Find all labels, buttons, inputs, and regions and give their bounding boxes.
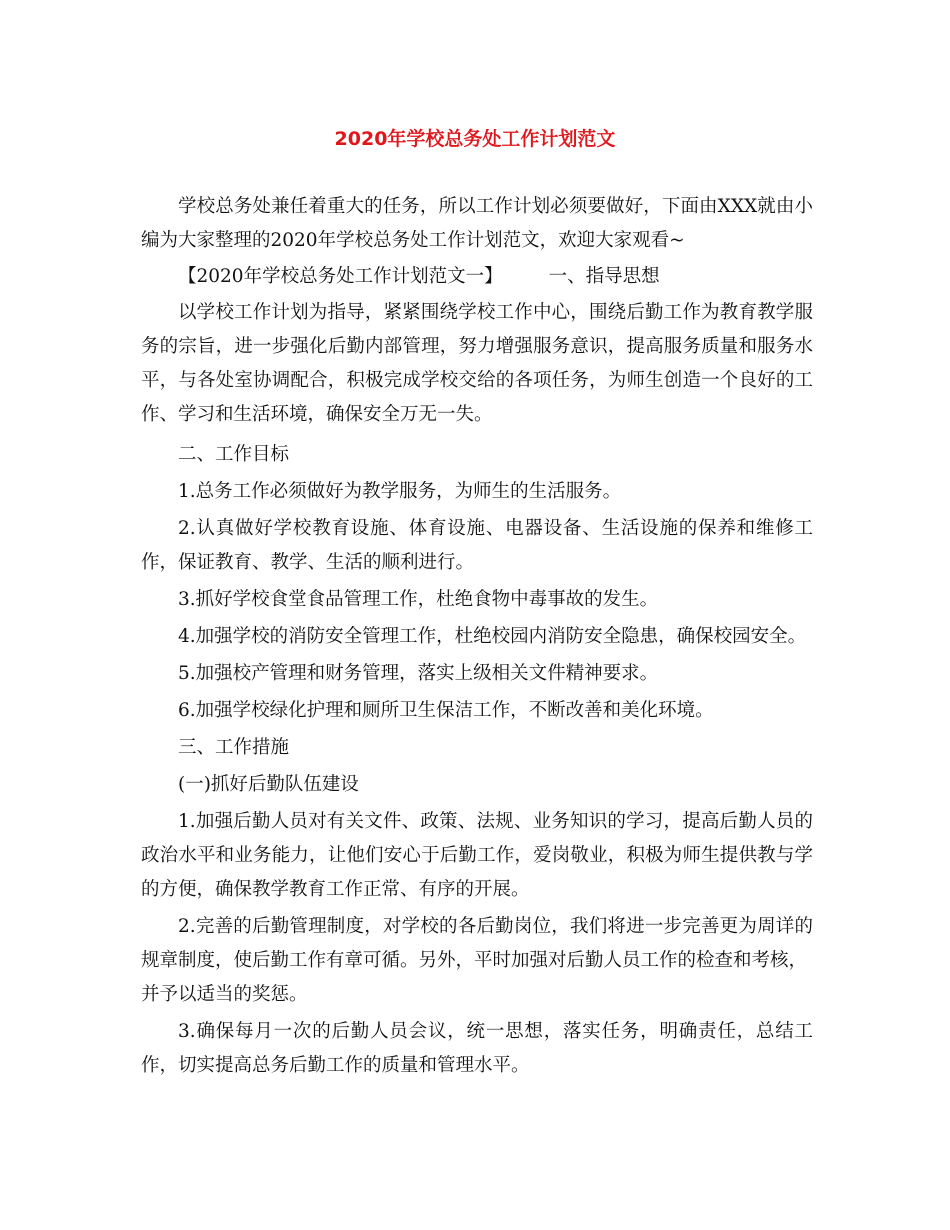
goal-item-2: 2.认真做好学校教育设施、体育设施、电器设备、生活设施的保养和维修工作，保证教育、教学、生活的顺利进行。 <box>141 518 813 573</box>
goal-item-5: 5.加强校产管理和财务管理，落实上级相关文件精神要求。 <box>178 663 659 684</box>
document-body <box>141 190 813 1083</box>
section-tag: 【2020年学校总务处工作计划范文一】 <box>178 266 503 287</box>
subheading-team-building: (一)抓好后勤队伍建设 <box>178 774 359 795</box>
intro-paragraph: 学校总务处兼任着重大的任务，所以工作计划必须要做好，下面由XXX就由小编为大家整理的2020年学校总务处工作计划范文，欢迎大家观看~ <box>141 196 813 251</box>
measure-item-2-tail: 并予以适当的奖惩。 <box>141 984 308 1005</box>
measure-item-3: 3.确保每月一次的后勤人员会议，统一思想，落实任务，明确责任，总结工作，切实提高总务后勤工作的质量和管理水平。 <box>141 1021 813 1076</box>
measure-item-2-text: 2.完善的后勤管理制度，对学校的各后勤岗位，我们将进一步完善更为周详的规章制度，使后勤工作有章可循。另外，平时加强对后勤人员工作的检查和考核， <box>141 916 813 971</box>
measure-item-2 <box>141 910 813 1012</box>
heading-guiding-principle: 一、指导思想 <box>548 266 660 287</box>
goal-item-6: 6.加强学校绿化护理和厕所卫生保洁工作，不断改善和美化环境。 <box>178 700 714 721</box>
heading-work-measures: 三、工作措施 <box>178 737 290 758</box>
measure-item-1: 1.加强后勤人员对有关文件、政策、法规、业务知识的学习，提高后勤人员的政治水平和业务能力，让他们安心于后勤工作，爱岗敬业，积极为师生提供教与学的方便，确保教学教育工作正常、有序的开展。 <box>141 811 813 900</box>
goal-item-3: 3.抓好学校食堂食品管理工作，杜绝食物中毒事故的发生。 <box>178 589 659 610</box>
section-heading-line <box>141 260 813 294</box>
heading-work-goals: 二、工作目标 <box>178 444 290 465</box>
goal-item-4: 4.加强学校的消防安全管理工作，杜绝校园内消防安全隐患，确保校园安全。 <box>178 626 807 647</box>
guiding-paragraph: 以学校工作计划为指导，紧紧围绕学校工作中心，围绕后勤工作为教育教学服务的宗旨，进一步强化后勤内部管理，努力增强服务意识，提高服务质量和服务水平，与各处室协调配合，积极完成学校交给的各项任务，为师生创造一个良好的工作、学习和生活环境，确保安全万无一失。 <box>141 302 813 425</box>
document-title: 2020年学校总务处工作计划范文 <box>334 128 616 150</box>
goal-item-1: 1.总务工作必须做好为教学服务，为师生的生活服务。 <box>178 481 622 502</box>
